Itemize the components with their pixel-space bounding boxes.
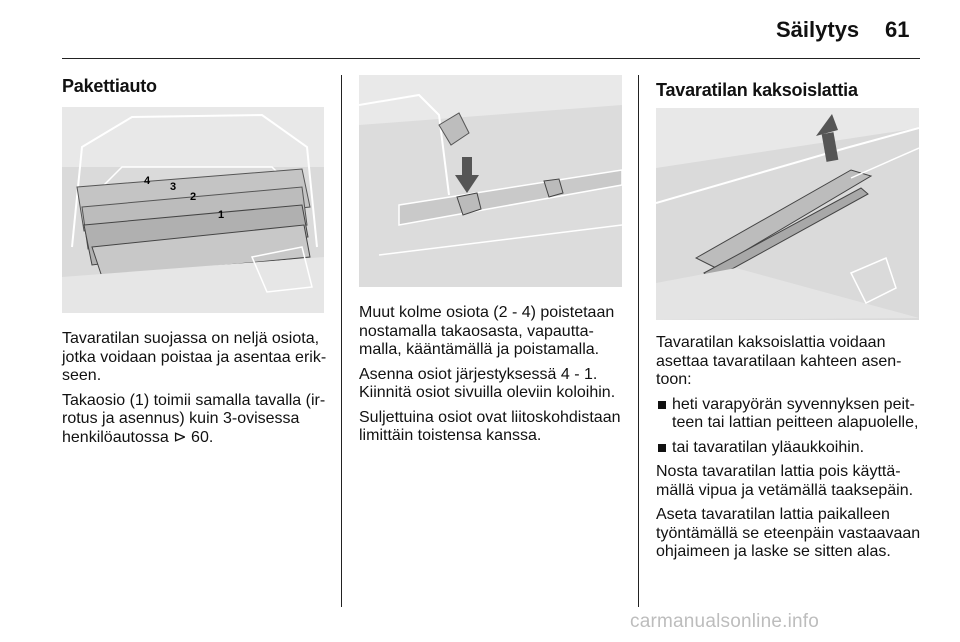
bullet-text: tai tavaratilan yläaukkoihin. xyxy=(672,438,865,456)
col3-body xyxy=(656,334,928,568)
header-divider xyxy=(62,58,920,59)
bullet-square-icon xyxy=(658,444,666,452)
paragraph: Takaosio (1) toimii samalla tavalla (ir-rotus ja asennus) kuin 3-ovisessa henkilöautossa ⊳ 60. xyxy=(62,391,326,446)
bullet-text: heti varapyörän syvennyksen peit-teen tai lattian peitteen alapuolelle, xyxy=(672,395,919,431)
figure-label-4: 4 xyxy=(144,175,151,187)
col2-body xyxy=(359,304,634,452)
paragraph: Aseta tavaratilan lattia paikalleen työntämällä se eteenpäin vastaavaan ohjaimeen ja laske se sitten alas. xyxy=(656,506,921,560)
page-number: 61 xyxy=(885,17,910,42)
cargo-cover-clip-illustration xyxy=(359,75,622,287)
bullet-item xyxy=(656,396,928,433)
paragraph: Muut kolme osiota (2 - 4) poistetaan nostamalla takaosasta, vapautta-malla, kääntämällä ja poistamalla. xyxy=(359,304,615,358)
paragraph: Tavaratilan kaksoislattia voidaan asettaa tavaratilaan kahteen asen-toon: xyxy=(656,334,902,388)
watermark: carmanualsonline.info xyxy=(630,611,820,632)
figure-label-3: 3 xyxy=(170,181,177,193)
column-divider xyxy=(341,75,342,607)
bullet-square-icon xyxy=(658,401,666,409)
figure-label-1: 1 xyxy=(218,209,225,221)
figure-label-2: 2 xyxy=(190,191,197,203)
bullet-item xyxy=(656,439,928,458)
column-divider xyxy=(638,75,639,607)
paragraph: Nosta tavaratilan lattia pois käyttä-mällä vipua ja vetämällä taaksepäin. xyxy=(656,463,914,499)
paragraph: Tavaratilan suojassa on neljä osiota, jotka voidaan poistaa ja asentaa erik-seen. xyxy=(62,330,327,384)
col1-body xyxy=(62,330,334,453)
paragraph: Suljettuina osiot ovat liitoskohdistaan limittäin toistensa kanssa. xyxy=(359,408,621,444)
section-heading-double-floor: Tavaratilan kaksoislattia xyxy=(656,80,858,100)
double-floor-illustration xyxy=(656,108,919,320)
paragraph: Asenna osiot järjestyksessä 4 - 1. Kiinnitä osiot sivuilla oleviin koloihin. xyxy=(359,365,616,401)
page-section-title: Säilytys xyxy=(776,17,860,42)
section-heading-pakettiauto: Pakettiauto xyxy=(62,76,157,96)
cargo-cover-illustration xyxy=(62,107,324,313)
